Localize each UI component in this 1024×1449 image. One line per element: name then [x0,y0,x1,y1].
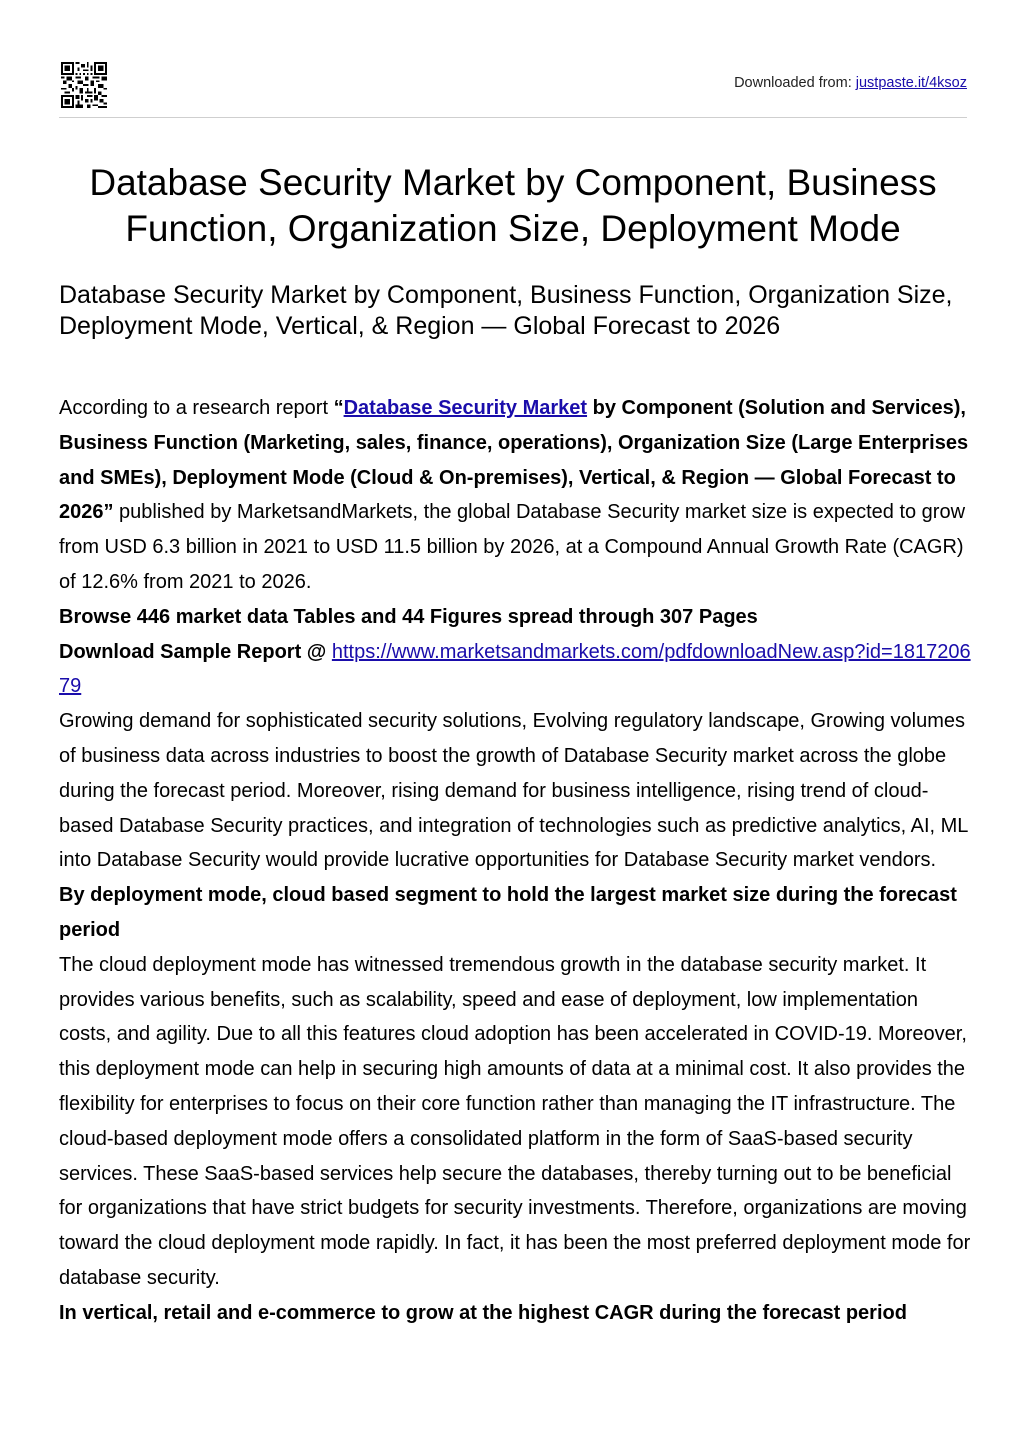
intro-open-quote: “ [333,397,344,419]
intro-lead: According to a research report [59,397,334,419]
deployment-heading [59,878,971,948]
intro-rest: published by MarketsandMarkets, the global Database Security market size is expected to grow from USD 6.3 billion in 2021 to USD 11.5 billion by 2026, at a Compound Annual Growth Rate (CAGR) of 12.6% from 2021 to 2026. [59,501,966,593]
sample-report-link[interactable]: https://www.marketsandmarkets.com/pdfdownloadNew.asp?id=181720679 [59,640,971,698]
sample-line [59,635,971,705]
intro-paragraph [59,391,971,600]
downloaded-label: Downloaded from: [734,75,856,91]
source-link[interactable]: justpaste.it/4ksoz [855,75,967,91]
report-link[interactable]: Database Security Market [343,397,588,419]
growth-paragraph: Growing demand for sophisticated security solutions, Evolving regulatory landscape, Growing volumes of business data across industries to boost the growth of Database Security market across the globe during the forecast period. Moreover, rising demand for business intelligence, rising trend of cloud-based Database Security practices, and integration of technologies such as predictive analytics, AI, ML into Database Security would provide lucrative opportunities for Database Security market vendors. [59,710,968,872]
qr-code-icon [61,62,107,108]
browse-text: Browse 446 market data Tables and 44 Figures spread through 307 Pages [59,605,758,628]
article-body [59,391,971,1331]
sample-label: Download Sample Report @ [59,640,332,663]
report-title-bold: by Component (Solution and Services), Business Function (Marketing, sales, finance, operations), Organization Size (Large Enterprises and SMEs), Deployment Mode (Cloud & On-premises), Vertical, & Region — Global Forecast to 2026” [59,397,969,524]
header-divider [59,117,967,118]
page-header [59,60,967,110]
cloud-paragraph: The cloud deployment mode has witnessed tremendous growth in the database security market. It provides various benefits, such as scalability, speed and ease of deployment, low implementation costs, and agility. Due to all this features cloud adoption has been accelerated in COVID-19. Moreover, this deployment mode can help in securing high amounts of data at a minimal cost. It also provides the flexibility for enterprises to focus on their core function rather than managing the IT infrastructure. The cloud-based deployment mode offers a consolidated platform in the form of SaaS-based security services. These SaaS-based services help secure the databases, thereby turning out to be beneficial for organizations that have strict budgets for security investments. Therefore, organizations are moving toward the cloud deployment mode rapidly. In fact, it has been the most preferred deployment mode for database security. [59,953,971,1289]
browse-line [59,600,971,635]
vertical-heading [59,1296,971,1331]
vertical-heading-text: In vertical, retail and e-commerce to grow at the highest CAGR during the forecast period [59,1301,907,1324]
deployment-heading-text: By deployment mode, cloud based segment to hold the largest market size during the forecast period [59,884,957,941]
page-subtitle: Database Security Market by Component, Business Function, Organization Size, Deployment Mode, Vertical, & Region — Global Forecast to 2026 [59,281,953,340]
downloaded-from [734,75,967,91]
page-title: Database Security Market by Component, Business Function, Organization Size, Deployment Mode [89,162,937,249]
